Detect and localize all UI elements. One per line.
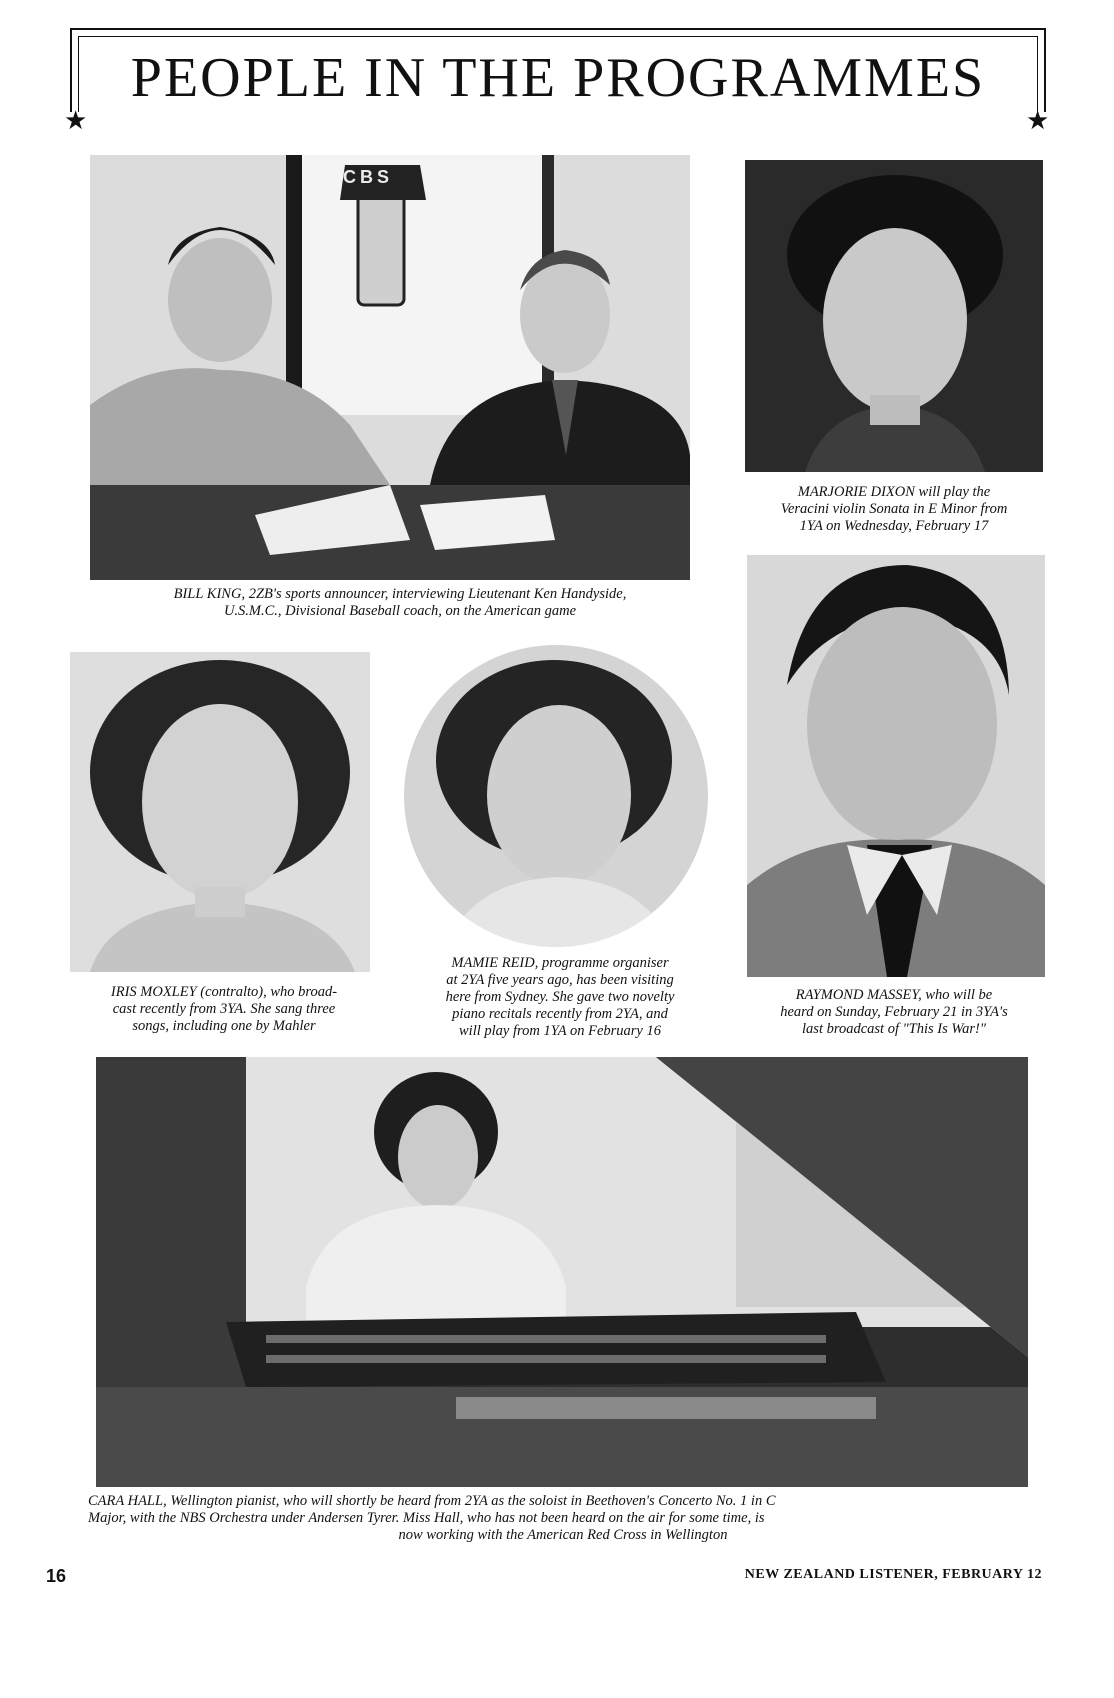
caption-cara-hall-line1: CARA HALL, Wellington pianist, who will shortly be heard from 2YA as the soloist in Beethoven's Concerto No. 1 in C [88,1493,776,1509]
caption-mamie-reid-line4: piano recitals recently from 2YA, and [452,1006,668,1022]
caption-iris-moxley [66,984,382,1035]
page-title: PEOPLE IN THE PROGRAMMES [130,47,986,109]
caption-marjorie-dixon-line1: MARJORIE DIXON will play the [797,484,991,500]
star-left-icon: ★ [64,106,88,136]
star-right-icon: ★ [1026,106,1050,136]
caption-iris-moxley-line3: songs, including one by Mahler [132,1018,316,1034]
caption-raymond-massey-line1: RAYMOND MASSEY, who will be [795,987,993,1003]
caption-raymond-massey-line3: last broadcast of "This Is War!" [802,1021,986,1037]
caption-marjorie-dixon [735,484,1053,535]
caption-marjorie-dixon-line3: 1YA on Wednesday, February 17 [799,518,989,534]
photo-raymond-massey [747,555,1045,977]
caption-iris-moxley-line1: IRIS MOXLEY (contralto), who broad- [110,984,338,1000]
photo-mamie-reid [404,645,708,947]
caption-mamie-reid-line2: at 2YA five years ago, has been visiting [446,972,674,988]
header-banner [70,28,1046,112]
caption-raymond-massey [735,987,1053,1038]
cbs-badge: CBS [343,167,394,187]
caption-mamie-reid [400,955,720,1040]
caption-cara-hall-line2: Major, with the NBS Orchestra under Andersen Tyrer. Miss Hall, who has not been heard on the air for some time, is [88,1510,765,1526]
caption-mamie-reid-line5: will play from 1YA on February 16 [459,1023,661,1039]
caption-iris-moxley-line2: cast recently from 3YA. She sang three [112,1001,336,1017]
caption-cara-hall [88,1493,1038,1544]
photo-marjorie-dixon [745,160,1043,472]
footer-masthead: NEW ZEALAND LISTENER, FEBRUARY 12 [744,1567,1042,1582]
photo-iris-moxley [70,652,370,972]
caption-mamie-reid-line1: MAMIE REID, programme organiser [451,955,669,971]
caption-raymond-massey-line2: heard on Sunday, February 21 in 3YA's [780,1004,1008,1020]
caption-cara-hall-line3: now working with the American Red Cross in Wellington [398,1527,728,1543]
caption-bill-king-line2: U.S.M.C., Divisional Baseball coach, on the American game [223,603,577,619]
caption-bill-king [60,586,740,620]
photo-cara-hall [96,1057,1028,1487]
photo-bill-king [90,155,690,580]
caption-mamie-reid-line3: here from Sydney. She gave two novelty [445,989,675,1005]
caption-bill-king-line1: BILL KING, 2ZB's sports announcer, interviewing Lieutenant Ken Handyside, [173,586,627,602]
page-number: 16 [46,1566,67,1586]
caption-marjorie-dixon-line2: Veracini violin Sonata in E Minor from [780,501,1008,517]
